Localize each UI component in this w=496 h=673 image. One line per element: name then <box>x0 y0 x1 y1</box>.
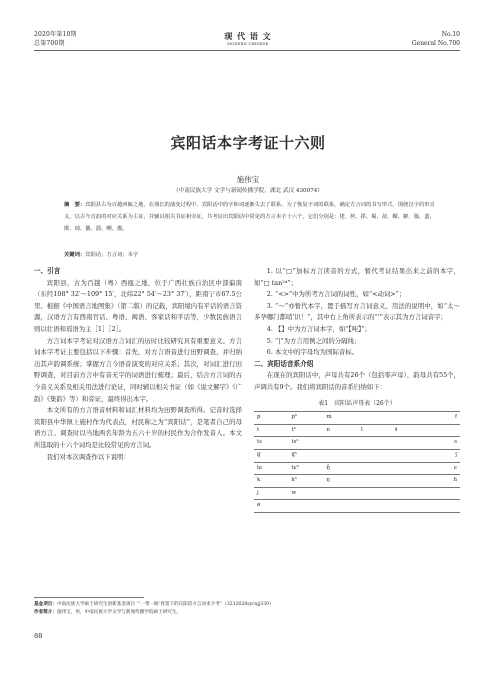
table-cell: ɬ <box>392 424 426 437</box>
paragraph: 我们对本次调查作以下说明： <box>46 452 130 461</box>
paragraph: 本文所有的方言语音材料和词汇材料均为田野调查所得。记音时选择宾阳县中华镇上施村作为代表点，村民称之为“宾阳话”，是笔者自己的母语方言。调查时以当地两名年龄为五六十岁的村民作为合作发音人。本文所选取的十六个词均是比较常见的方言词。 <box>34 406 242 449</box>
table-cell: tɕ <box>254 462 289 475</box>
table-cell <box>358 487 392 500</box>
table-cell: p <box>254 412 289 425</box>
note-item: 1. 以“□”加标方言读音的方式，暂代考证结果出来之前的本字，如“□ tan²⁴”； <box>254 267 460 287</box>
table-cell: tʰ <box>289 424 324 437</box>
table-row <box>254 487 460 500</box>
fund-label: 基金项目： <box>34 602 57 607</box>
header-rule <box>34 50 460 51</box>
table-cell: ts <box>254 437 289 450</box>
table-cell: kʰ <box>289 475 324 488</box>
table-cell: s <box>426 437 460 450</box>
table-cell: w <box>289 487 324 500</box>
table-cell: tsʰ <box>289 437 324 450</box>
table-cell: ʧʰ <box>289 449 324 462</box>
fund-footnote <box>34 601 460 609</box>
table-cell: l <box>358 424 392 437</box>
table-row <box>254 475 460 488</box>
table-cell <box>426 500 460 513</box>
issue-number-en: No.10 <box>441 31 460 38</box>
table-cell <box>392 500 426 513</box>
table-cell <box>392 412 426 425</box>
table-row <box>254 500 460 513</box>
journal-name-en: MODERN CHINESE <box>227 42 269 46</box>
table-cell: ɕ <box>426 462 460 475</box>
table-cell <box>392 437 426 450</box>
section-heading-intro: 一、引言 <box>34 267 61 275</box>
table-cell <box>392 462 426 475</box>
author-footnote <box>34 609 460 617</box>
note-item: 6. 本文中的字母均为国际音标。 <box>266 348 359 357</box>
page-number: 88 <box>34 632 43 640</box>
journal-name: 现 代 语 文 <box>224 31 272 41</box>
table-cell: tɕʰ <box>289 462 324 475</box>
journal-total-issue: 总第700期 <box>34 40 65 47</box>
note-item: 2. “<>”中为所考方言词的词性，如“<动词>”； <box>266 290 406 299</box>
note-item: 4. 【】中为方言词本字，如“【吨】”； <box>266 324 371 333</box>
general-number-en: General No.700 <box>411 40 460 47</box>
table-cell: h <box>426 475 460 488</box>
table-cell <box>392 449 426 462</box>
paragraph: 宾阳县，古为百越（粤）西瓯之地，位于广西壮族自治区中部偏南（东经108° 32′～109° 15′，北纬22° 54′～23° 37′），距南宁市67.5公里。根据《中国语言地图集》（第二版）的记载，宾阳境内有平话的语言资源，汉语方言有西南官话、粤语、闽语、客家话和平话等，少数民族语言则以壮语和瑶语为主［1］［2］。 <box>34 278 242 333</box>
table-cell <box>323 500 357 513</box>
table-cell <box>358 437 392 450</box>
table-cell: pʰ <box>289 412 324 425</box>
keywords-text: 宾阳话；方言词；本字 <box>85 252 139 258</box>
footnote-rule <box>34 597 144 598</box>
table-cell <box>426 487 460 500</box>
paragraph: 在现在的宾阳话中，声母共有26个（包括零声母），韵母共有55个，声调共有9个。我们将宾阳话的音系归纳如下： <box>254 371 460 391</box>
table-row <box>254 462 460 475</box>
table-cell: ʃ <box>426 449 460 462</box>
initials-table <box>254 411 460 513</box>
table-row <box>254 412 460 425</box>
journal-issue: 2020年第10期 <box>34 31 77 38</box>
right-column <box>254 266 460 513</box>
table-cell: f <box>426 412 460 425</box>
table-cell: ŋ <box>323 475 357 488</box>
table-cell: ʧ <box>254 449 289 462</box>
table-row <box>254 437 460 450</box>
table-cell: m <box>323 412 357 425</box>
author-bio-label: 作者简介： <box>34 610 57 615</box>
table-cell <box>289 500 324 513</box>
table-cell <box>426 424 460 437</box>
paragraph: 方言词本字考证对汉语方言词汇的历时比较研究具有重要意义。方言词本字考证主要包括以下步骤：首先，对方言语音进行田野调查，并归纳出其声韵调系统；掌握方言今语音演变的对应关系；其次，对词汇进行田野调查，对目前方言中有音无字的词语进行梳理；最后，结合方言词的古今音义关系及相关用法进行论证，同时辅以相关书证（如《说文解字》《广韵》《集韵》等）和旁证，最终得出本字。 <box>34 336 242 403</box>
table-cell: t <box>254 424 289 437</box>
section-heading-phonology: 二、宾阳话音系介绍 <box>254 359 314 368</box>
abstract <box>64 199 440 235</box>
table-caption: 表1 宾阳话声母表（26个） <box>318 399 396 407</box>
keywords-label: 关键词： <box>64 252 86 258</box>
table-cell <box>323 437 357 450</box>
author-affiliation: （中南民族大学 文学与新闻传播学院，湖北 武汉 430074） <box>173 188 323 194</box>
article-title: 宾阳话本字考证十六则 <box>170 134 326 152</box>
table-cell: k <box>254 475 289 488</box>
author-name: 施伟宝 <box>236 175 260 184</box>
table-row <box>254 449 460 462</box>
table-cell <box>323 449 357 462</box>
fund-text: 中南民族大学硕士研究生创新基金项目 “‘一带一路’背景下的宾阳话方言词本字考”（3212020sycxjj330） <box>56 602 274 607</box>
table-cell <box>323 487 357 500</box>
table-cell <box>358 412 392 425</box>
author-bio-text: 施伟宝，男，中南民族大学文学与新闻传播学院硕士研究生。 <box>56 610 182 615</box>
note-item: 3. “～”亦暂代本字，置于描写方言词意义、用法的说明中，如“太～多孕哪门都哨’识！”，其中右上角所表示的“’”表示其为方言词音字； <box>254 301 460 322</box>
table-row <box>254 424 460 437</box>
keywords <box>64 250 440 258</box>
table-cell: ŋ̊ <box>323 462 357 475</box>
table-cell: n <box>323 424 357 437</box>
table-cell <box>358 449 392 462</box>
note-item: 5. “|”为方言用例之间的分隔线； <box>266 336 361 345</box>
table-cell <box>358 462 392 475</box>
table-cell <box>358 475 392 488</box>
table-cell <box>392 475 426 488</box>
abstract-label: 摘 要： <box>64 202 86 208</box>
table-cell <box>358 500 392 513</box>
table-cell <box>392 487 426 500</box>
table-cell: j <box>254 487 289 500</box>
abstract-text: 宾阳县古为百越西瓯之地，在漫长的演变过程中，宾阳话中的字和词逐渐失去了联系，为了恢复字词的联系，确定方言词的书写形式，围绕汉字的形音义，以古今音韵的对应关系为主证，并辅以相关书证和旁证，共考证出宾阳话中常见的方言本字十六个，它们分别是：佬、挎、搽、蜀、敁、鞣、擗、蔃、蜚、揿、焯、搋、溜、嗍、靓。 <box>64 202 435 232</box>
left-column <box>34 266 242 463</box>
table-cell: ø <box>254 500 289 513</box>
